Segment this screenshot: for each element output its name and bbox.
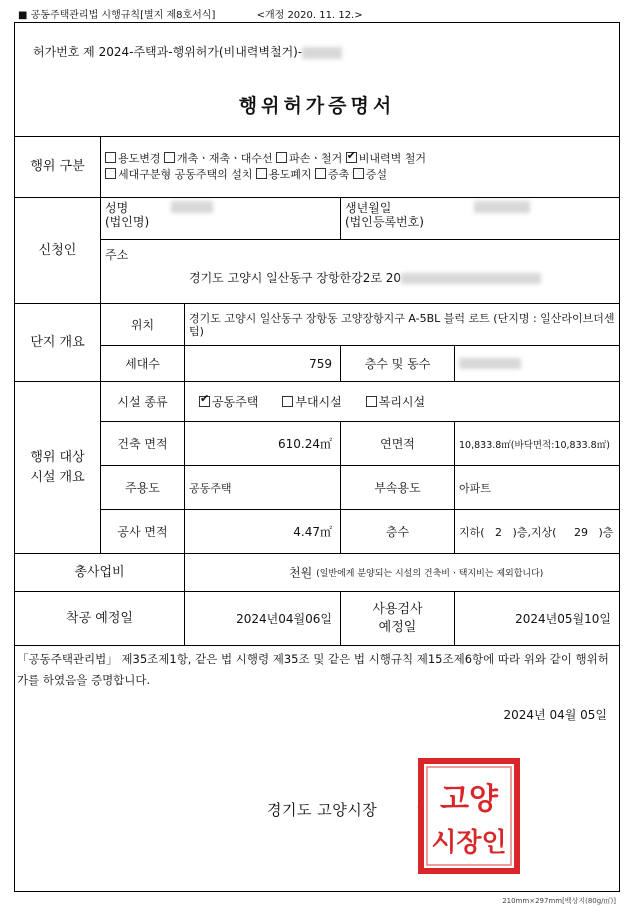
cost-label: 총사업비: [15, 554, 185, 592]
checkbox-icon: [256, 168, 267, 179]
paper-size-footer: 210mm×297mm[백상지(80g/㎡)]: [502, 897, 616, 905]
start-date-value: 2024년04월06일: [185, 592, 341, 646]
certificate-table: [15, 136, 619, 646]
form-ref: ■ 공동주택관리법 시행규칙[별지 제8호서식]: [18, 10, 216, 21]
checkmark-icon: [346, 152, 357, 163]
opt-rebuild[interactable]: 개축ㆍ재축ㆍ대수선: [164, 152, 273, 165]
location-value: 경기도 고양시 일산동구 장항동 고양장항지구 A-5BL 블럭 로트 (단지명 : 일산라이브더센텀): [185, 304, 619, 346]
main-use-value: 공동주택: [185, 466, 341, 510]
issuer-name: 경기도 고양시장: [267, 801, 378, 819]
households-label: 세대수: [101, 346, 185, 382]
certificate-frame: [14, 22, 620, 892]
name-label: 성명 (법인명): [105, 201, 150, 229]
opt-use-change[interactable]: 용도변경: [105, 152, 161, 165]
opt-welfare[interactable]: 복리시설: [366, 393, 425, 410]
cost-note: (일반에게 분양되는 시설의 건축비ㆍ택지비는 제외합니다): [316, 569, 544, 579]
inspection-date-label: 사용검사 예정일: [341, 592, 455, 646]
opt-nonbearing-wall[interactable]: ✔ 비내력벽 철거: [346, 152, 426, 165]
seal-mark: 인: [417, 804, 425, 813]
facility-type-options: [185, 382, 619, 422]
official-seal: [417, 757, 521, 875]
checkbox-icon: [276, 152, 287, 163]
checkbox-icon: [282, 396, 293, 407]
checkbox-icon: [315, 168, 326, 179]
seal-text-bottom: 시장인: [431, 828, 507, 858]
issue-date: 2024년 04월 05일: [503, 708, 607, 722]
facility-type-label: 시설 종류: [101, 382, 185, 422]
main-use-label: 주용도: [101, 466, 185, 510]
opt-addition[interactable]: 증설: [353, 168, 387, 181]
building-area-value: 610.24㎡: [185, 422, 341, 466]
redacted-birth: [474, 201, 530, 213]
redacted-address: [401, 273, 541, 284]
checkbox-icon: [105, 152, 116, 163]
address-label: 주소: [105, 248, 129, 262]
applicant-birth-cell: [341, 198, 619, 240]
applicant-label: 신청인: [15, 198, 101, 304]
address-line: [189, 269, 615, 286]
checkbox-icon: [353, 168, 364, 179]
action-type-label: 행위 구분: [15, 136, 101, 198]
storeys-label: 층수: [341, 510, 455, 554]
seal-text-top: 고양: [440, 782, 498, 817]
total-area-value: 10,833.8㎡(바닥면적:10,833.8㎡): [455, 422, 619, 466]
opt-divided-unit[interactable]: 세대구분형 공동주택의 설치: [105, 168, 253, 181]
building-area-label: 건축 면적: [101, 422, 185, 466]
start-date-label: 착공 예정일: [15, 592, 185, 646]
work-area-label: 공사 면적: [101, 510, 185, 554]
applicant-address-cell: [101, 240, 619, 304]
work-area-value: 4.47㎡: [185, 510, 341, 554]
sub-use-value: 아파트: [455, 466, 619, 510]
inspection-date-value: 2024년05월10일: [455, 592, 619, 646]
cost-value-cell: [185, 554, 619, 592]
sub-use-label: 부속용도: [341, 466, 455, 510]
checkbox-icon: [105, 168, 116, 179]
applicant-name-cell: [101, 198, 341, 240]
form-reference-line: [18, 6, 363, 21]
birth-label: 생년월일 (법인등록번호): [345, 201, 424, 229]
checkbox-icon: [164, 152, 175, 163]
facility-label: 행위 대상 시설 개요: [15, 382, 101, 554]
checkbox-icon: [366, 396, 377, 407]
opt-auxiliary[interactable]: 부대시설: [282, 393, 341, 410]
redacted-name: [171, 201, 213, 213]
opt-demolish[interactable]: 파손ㆍ철거: [276, 152, 342, 165]
action-type-options: [101, 136, 619, 198]
action-options-line2: [105, 167, 615, 183]
checkmark-icon: [199, 396, 210, 407]
address-value: 경기도 고양시 일산동구 장항한강2로 20: [189, 271, 402, 285]
certification-statement: 「공동주택관리법」 제35조제1항, 같은 법 시행령 제35조 및 같은 법 시행규칙 제15조제6항에 따라 위와 같이 행위허가를 하였음을 증명합니다.: [17, 652, 609, 687]
permit-number: [33, 43, 342, 60]
revision-date: <개정 2020. 11. 12.>: [256, 10, 363, 21]
action-options-line1: [105, 151, 615, 167]
document-title: 행위허가증명서: [238, 95, 396, 117]
storeys-value: 지하( 2 )층,지상( 29 )층: [455, 510, 619, 554]
location-label: 위치: [101, 304, 185, 346]
floors-value-cell: [455, 346, 619, 382]
redacted-floors: [459, 358, 521, 369]
opt-apartment[interactable]: ✔ 공동주택: [199, 393, 258, 410]
households-value: 759: [185, 346, 341, 382]
opt-use-abolish[interactable]: 용도폐지: [256, 168, 312, 181]
total-area-label: 연면적: [341, 422, 455, 466]
opt-extension[interactable]: 증축: [315, 168, 349, 181]
redacted-block: [302, 47, 342, 59]
complex-label: 단지 개요: [15, 304, 101, 382]
floors-label: 층수 및 동수: [341, 346, 455, 382]
permit-number-text: 허가번호 제 2024-주택과-행위허가(비내력벽철거)-: [33, 45, 303, 59]
cost-unit: 천원: [289, 566, 313, 580]
